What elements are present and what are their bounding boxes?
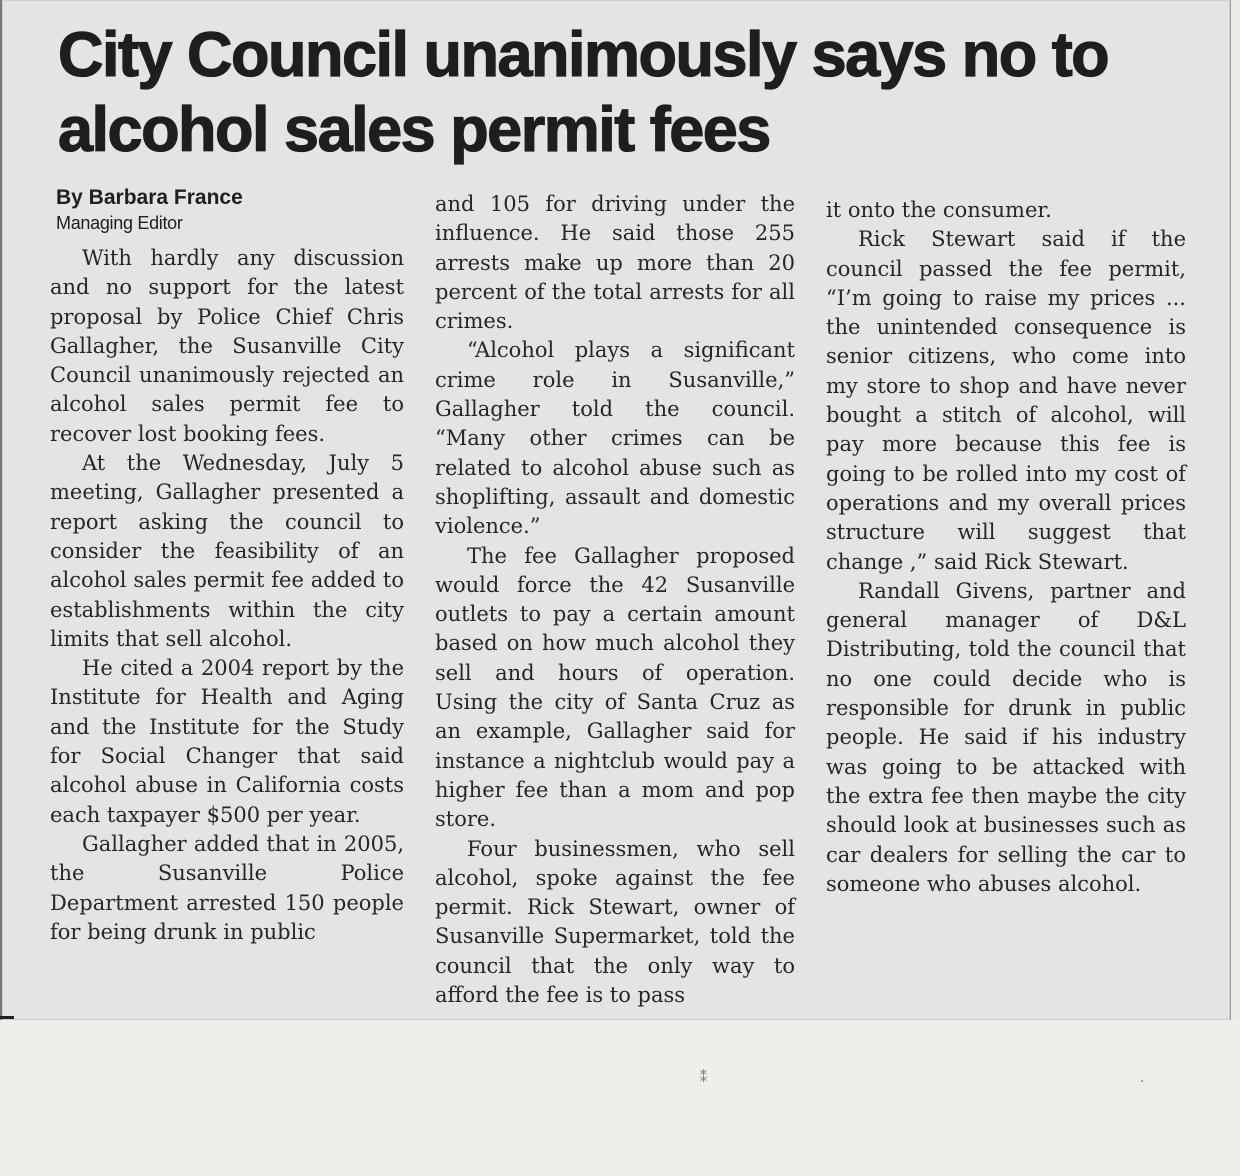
page-margin (0, 1020, 1240, 1176)
byline (56, 185, 406, 235)
paragraph: Rick Stewart said if the council passed the fee permit, “I’m going to raise my prices ... the unintended consequence is senior citizens, who come into my store to shop and have never bought a stitch of alcohol, will pay more because this fee is going to be rolled into my cost of operations and my overall prices structure will suggest that change ,” said Rick Stewart. (826, 227, 1186, 574)
paragraph-continued: and 105 for driving under the influence. He said those 255 arrests make up more than 20 percent of the total arrests for all crimes. (435, 192, 795, 334)
paragraph: Randall Givens, partner and general manager of D&L Distributing, told the council that no one could decide who is responsible for drunk in public people. He said if his industry was going to be attacked with the extra fee then maybe the city should look at businesses such as car dealers for selling the car to someone who abuses alcohol. (826, 578, 1186, 896)
article-column-1 (50, 244, 404, 947)
byline-author: By Barbara France (56, 186, 243, 209)
paragraph-continued: it onto the consumer. (826, 198, 1052, 222)
paragraph: With hardly any discussion and no support for the latest proposal by Police Chief Chris Gallagher, the Susanville City Council unanimously rejected an alcohol sales permit fee to recover lost booking fees. (50, 246, 404, 446)
headline: City Council unanimously says no to alcohol sales permit fees (58, 20, 1109, 165)
paper-speck: · (1140, 1074, 1145, 1090)
paragraph: “Alcohol plays a significant crime role in Susanville,” Gallagher told the council. “Many other crimes can be related to alcohol abuse such as shoplifting, assault and domestic violence.” (435, 338, 795, 539)
paragraph: Gallagher added that in 2005, the Susanville Police Department arrested 150 people for being drunk in public (50, 831, 404, 944)
article-column-2 (435, 190, 795, 1010)
paper-speck: ⁑ (700, 1070, 707, 1086)
paragraph: At the Wednesday, July 5 meeting, Gallagher presented a report asking the council to consider the feasibility of an alcohol sales permit fee added to establishments within the city limits that sell alcohol. (50, 451, 404, 651)
byline-role: Managing Editor (56, 213, 183, 233)
article-column-3 (826, 196, 1186, 899)
paragraph: The fee Gallagher proposed would force the 42 Susanville outlets to pay a certain amount based on how much alcohol they sell and hours of operation. Using the city of Santa Cruz as an example, Gallagher said for instance a nightclub would pay a higher fee than a mom and pop store. (435, 543, 795, 832)
paragraph: He cited a 2004 report by the Institute for Health and Aging and the Institute for the Study for Social Changer that said alcohol abuse in California costs each taxpayer $500 per year. (50, 656, 404, 827)
column-rule (0, 1016, 14, 1019)
paragraph: Four businessmen, who sell alcohol, spoke against the fee permit. Rick Stewart, owner of Susanville Supermarket, told the council that the only way to afford the fee is to pass (435, 836, 795, 1008)
